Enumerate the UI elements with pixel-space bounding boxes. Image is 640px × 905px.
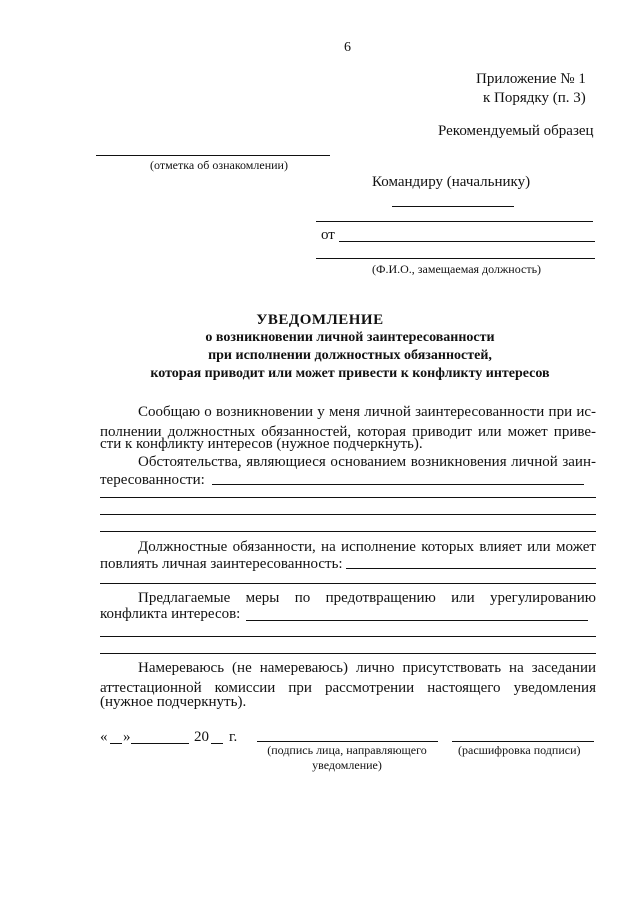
p3-line-2: повлиять личная заинтересованность: bbox=[100, 556, 343, 572]
addressee-line-2 bbox=[316, 221, 593, 222]
notice-subtitle-1: о возникновении личной заинтересованности bbox=[205, 330, 495, 345]
p5-line-2: аттестационной комиссии при рассмотрении настоящего уведомления bbox=[100, 680, 596, 696]
measures-line-3[interactable] bbox=[100, 653, 596, 654]
circumstances-line-2[interactable] bbox=[100, 497, 596, 498]
date-open-quote: « bbox=[100, 729, 108, 745]
acquaintance-line bbox=[96, 155, 330, 156]
circumstances-line-4[interactable] bbox=[100, 531, 596, 532]
from-label: от bbox=[321, 227, 335, 243]
addressee: Командиру (начальнику) bbox=[372, 174, 531, 190]
p1-line-2: полнении должностных обязанностей, которая приводит или может приве- bbox=[100, 424, 596, 440]
notice-subtitle-3: которая приводит или может привести к конфликту интересов bbox=[150, 366, 550, 381]
paragraph-2 bbox=[100, 452, 596, 472]
signature-decoding-caption: (расшифровка подписи) bbox=[458, 743, 581, 757]
paragraph-4 bbox=[100, 588, 596, 608]
measures-line-2[interactable] bbox=[100, 636, 596, 637]
date-year-line[interactable] bbox=[211, 743, 223, 744]
page-number: 6 bbox=[344, 40, 351, 55]
circumstances-line-3[interactable] bbox=[100, 514, 596, 515]
p4-line-2: конфликта интересов: bbox=[100, 606, 241, 622]
p1-line-3: сти к конфликту интересов (нужное подчеркнуть). bbox=[100, 436, 423, 452]
p5-line-1: Намереваюсь (не намереваюсь) лично присутствовать на заседании bbox=[138, 660, 596, 676]
circumstances-line-1[interactable] bbox=[212, 484, 584, 485]
p3-line-1: Должностные обязанности, на исполнение которых влияет или может bbox=[138, 539, 596, 555]
notice-subtitle-2: при исполнении должностных обязанностей, bbox=[208, 348, 492, 363]
p2-line-1: Обстоятельства, являющиеся основанием возникновения личной заин- bbox=[138, 454, 596, 470]
date-month-line[interactable] bbox=[131, 743, 189, 744]
signature-caption-2: уведомление) bbox=[312, 758, 382, 772]
p1-line-1: Сообщаю о возникновении у меня личной заинтересованности при ис- bbox=[138, 404, 596, 420]
paragraph-5 bbox=[100, 658, 596, 698]
p5-line-3: (нужное подчеркнуть). bbox=[100, 694, 247, 710]
date-year-prefix: 20 bbox=[194, 729, 209, 745]
acquaintance-caption: (отметка об ознакомлении) bbox=[150, 158, 288, 172]
signature-line[interactable] bbox=[257, 741, 438, 742]
notice-title: УВЕДОМЛЕНИЕ bbox=[256, 312, 384, 328]
date-day-line[interactable] bbox=[110, 743, 122, 744]
recommended-sample: Рекомендуемый образец bbox=[438, 123, 594, 139]
appendix-line-1: Приложение № 1 bbox=[476, 71, 586, 87]
duties-line-1[interactable] bbox=[346, 568, 596, 569]
appendix-line-2: к Порядку (п. 3) bbox=[483, 90, 586, 106]
p2-line-2: тересованности: bbox=[100, 472, 205, 488]
paragraph-3 bbox=[100, 537, 596, 557]
signature-decoding-line[interactable] bbox=[452, 741, 594, 742]
date-year-suffix: г. bbox=[229, 729, 238, 745]
date-close-quote: » bbox=[123, 729, 131, 745]
fio-line bbox=[316, 258, 595, 259]
from-line bbox=[339, 241, 595, 242]
p4-line-1: Предлагаемые меры по предотвращению или урегулированию bbox=[138, 590, 596, 606]
fio-caption: (Ф.И.О., замещаемая должность) bbox=[372, 262, 542, 276]
addressee-line bbox=[392, 206, 514, 207]
duties-line-2[interactable] bbox=[100, 583, 596, 584]
measures-line-1[interactable] bbox=[246, 620, 588, 621]
signature-caption-1: (подпись лица, направляющего bbox=[267, 743, 427, 757]
